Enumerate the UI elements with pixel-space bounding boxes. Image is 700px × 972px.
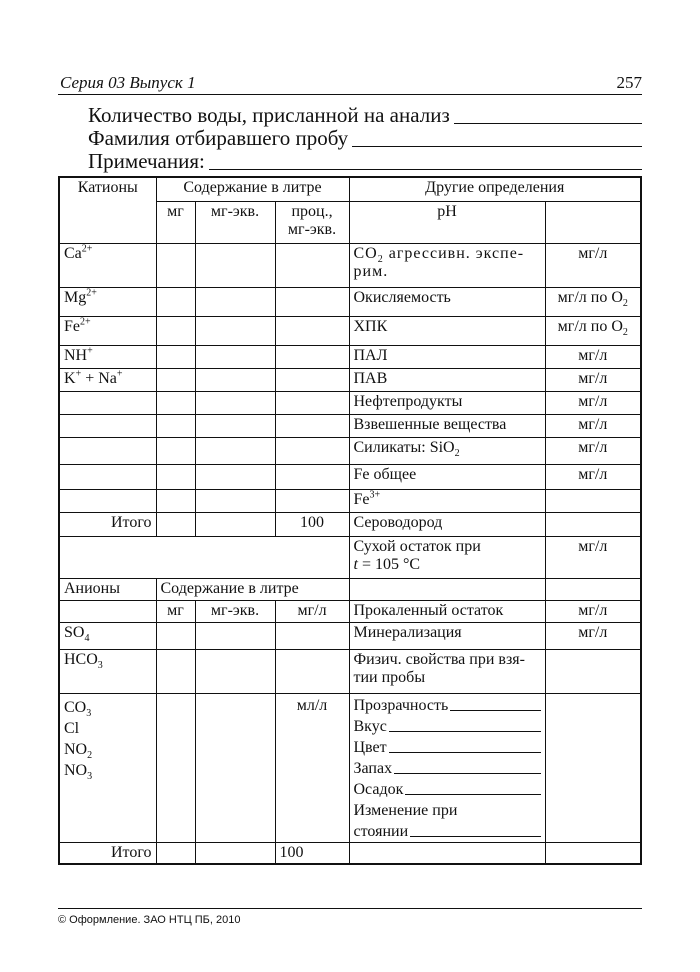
physical-properties <box>349 693 545 842</box>
unit-pal: мг/л <box>545 345 641 368</box>
analysis-table <box>58 176 642 865</box>
det-calcined-residue: Прокаленный остаток <box>349 600 545 622</box>
copyright: © Оформление. ЗАО НТЦ ПБ, 2010 <box>58 914 241 926</box>
unit-mineralization: мг/л <box>545 622 641 649</box>
prop-transparency: Прозрачность <box>353 696 449 714</box>
taste-field[interactable] <box>389 731 541 732</box>
anion-so4: $SO_4$ <box>59 622 156 649</box>
anions-total-value: 100 <box>275 842 349 864</box>
transparency-field[interactable] <box>450 710 540 711</box>
det-mineralization: Минерализация <box>349 622 545 649</box>
ph-label: pH <box>349 201 545 243</box>
prop-change-1: Изменение при <box>353 801 458 819</box>
sampler-field[interactable] <box>352 145 642 147</box>
page-number: 257 <box>616 73 642 92</box>
sampler-label: Фамилия отбиравшего пробу <box>88 126 349 150</box>
unit-pav: мг/л <box>545 368 641 391</box>
anions-total-label: Итого <box>59 842 156 864</box>
cations-total-value: 100 <box>275 512 349 536</box>
det-oxidizability: Окисляемость <box>349 287 545 316</box>
cation-ca: $Ca^{2+}$ <box>59 243 156 287</box>
anion-col-mg: мг <box>156 600 195 622</box>
det-physical: Физич. свойства при взя- тии пробы <box>349 649 545 693</box>
sediment-field[interactable] <box>405 794 540 795</box>
prop-color: Цвет <box>353 738 387 756</box>
col-percent: проц., мг-экв. <box>275 201 349 243</box>
anion-no2: $NO_2$ <box>64 740 93 761</box>
prop-smell: Запах <box>353 759 393 777</box>
anion-no3: $NO_3$ <box>64 761 93 782</box>
notes-label: Примечания: <box>88 149 205 173</box>
unit-cod: мг/л по $O_2$ <box>545 316 641 345</box>
unit-calcined-residue: мг/л <box>545 600 641 622</box>
unit-suspended: мг/л <box>545 414 641 437</box>
det-cod: ХПК <box>349 316 545 345</box>
anion-cl: Cl <box>64 719 80 737</box>
unit-ml-l: мл/л <box>275 693 349 842</box>
anion-col-mg-l: мг/л <box>275 600 349 622</box>
cations-content-header: Содержание в литре <box>156 177 349 201</box>
water-amount-field[interactable] <box>454 122 642 124</box>
anions-content-header: Содержание в литре <box>156 578 349 600</box>
water-amount-line <box>88 104 642 128</box>
cation-mg: $Mg^{2+}$ <box>59 287 156 316</box>
prop-sediment: Осадок <box>353 780 404 798</box>
change-field[interactable] <box>410 836 540 837</box>
unit-dry-residue: мг/л <box>545 536 641 578</box>
det-fe-total: Fe общее <box>349 464 545 489</box>
series-label: Серия 03 Выпуск 1 <box>60 73 196 92</box>
anion-co3: $CO_3$ <box>64 698 92 719</box>
ph-value[interactable] <box>545 201 641 243</box>
cations-total-label: Итого <box>59 512 156 536</box>
det-co2: $CO_2$ агрессивн. экспе- рим. <box>349 243 545 287</box>
cation-fe: $Fe^{2+}$ <box>59 316 156 345</box>
anion-hco3: $HCO_3$ <box>59 649 156 693</box>
smell-field[interactable] <box>394 773 540 774</box>
other-determinations-header: Другие определения <box>349 177 641 201</box>
det-oil-products: Нефтепродукты <box>349 391 545 414</box>
prop-taste: Вкус <box>353 717 387 735</box>
unit-silicates: мг/л <box>545 437 641 464</box>
det-pav: ПАВ <box>349 368 545 391</box>
running-header <box>58 72 642 95</box>
det-fe3: $Fe^{3+}$ <box>349 489 545 512</box>
sampler-line <box>88 127 642 151</box>
water-amount-label: Количество воды, присланной на анализ <box>88 103 450 127</box>
anions-header: Анионы <box>59 578 156 600</box>
unit-oxidizability: мг/л по $O_2$ <box>545 287 641 316</box>
unit-co2: мг/л <box>545 243 641 287</box>
anion-col-mg-eq: мг-экв. <box>195 600 275 622</box>
det-pal: ПАЛ <box>349 345 545 368</box>
col-mg-eq: мг-экв. <box>195 201 275 243</box>
cation-nh: NH+ <box>59 345 156 368</box>
det-silicates: Силикаты: SiO$_2$ <box>349 437 545 464</box>
notes-field[interactable] <box>209 168 642 170</box>
det-suspended: Взвешенные вещества <box>349 414 545 437</box>
det-h2s: Сероводород <box>349 512 545 536</box>
anion-group <box>59 693 156 842</box>
cations-header: Катионы <box>59 177 156 243</box>
col-mg: мг <box>156 201 195 243</box>
det-dry-residue: Сухой остаток при t = 105 °C <box>349 536 545 578</box>
color-field[interactable] <box>389 752 541 753</box>
unit-oil-products: мг/л <box>545 391 641 414</box>
prop-change-2: стоянии <box>353 822 409 840</box>
footer-rule <box>58 908 642 909</box>
unit-fe-total: мг/л <box>545 464 641 489</box>
cation-k-na: K+ + Na+ <box>59 368 156 391</box>
notes-line <box>88 150 642 174</box>
